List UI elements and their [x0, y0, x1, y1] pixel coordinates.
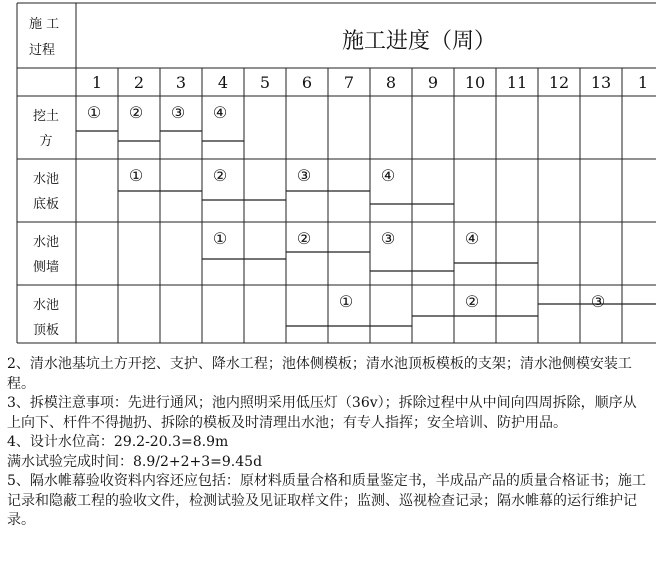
step-mark: ① [128, 166, 144, 185]
week-number: 9 [427, 73, 439, 92]
row-label-line1: 挖土 [32, 109, 60, 124]
row-label-line1: 水池 [32, 298, 60, 313]
week-number: 1 [91, 73, 103, 92]
step-mark: ④ [380, 166, 396, 185]
row-label-line2: 方 [39, 134, 53, 149]
step-mark: ② [212, 166, 228, 185]
week-number: 12 [548, 73, 570, 92]
step-mark: ② [128, 103, 144, 122]
week-number: 7 [343, 73, 355, 92]
step-mark: ③ [590, 292, 606, 311]
step-mark: ① [212, 229, 228, 248]
week-number: 8 [385, 73, 397, 92]
step-mark: ④ [464, 229, 480, 248]
week-number: 2 [133, 73, 145, 92]
step-mark: ③ [170, 103, 186, 122]
note-5: 5、隔水帷幕验收资料内容还应包括：原材料质量合格和质量鉴定书，半成品产品的质量合格证书；施工记录和隐蔽工程的验收文件，检测试验及见证取样文件；监测、巡视检查记录；隔水帷幕的运行维护记录。 [7, 473, 646, 528]
note-4-test-time: 满水试验完成时间：8.9/2+2+3=9.45d [7, 453, 263, 470]
note-3: 3、拆模注意事项：先进行通风；池内照明采用低压灯（36v）；拆除过程中从中间向四周拆除，顺序从上向下、杆件不得抛扔、拆除的模板及时清理出水池；有专人指挥；安全培训、防护用品。 [7, 395, 637, 431]
week-number: 1 [637, 73, 649, 92]
table-title: 施工进度（周） [342, 29, 497, 54]
week-number: 5 [259, 73, 271, 92]
row-label-line2: 侧墙 [32, 260, 60, 275]
week-number: 10 [464, 73, 486, 92]
step-mark: ① [86, 103, 102, 122]
step-mark: ① [338, 292, 354, 311]
week-number: 4 [217, 73, 229, 92]
week-number: 6 [301, 73, 313, 92]
step-mark: ④ [212, 103, 228, 122]
row-label-line1: 水池 [32, 235, 60, 250]
row-label-line2: 底板 [32, 197, 60, 212]
week-number: 13 [590, 73, 612, 92]
step-mark: ② [296, 229, 312, 248]
note-2: 2、清水池基坑土方开挖、支护、降水工程；池体侧模板；清水池顶板模板的支架；清水池侧模安装工程。 [7, 356, 632, 392]
row-label-line1: 水池 [32, 172, 60, 187]
step-marks [87, 103, 605, 311]
row-labels [33, 108, 59, 338]
corner-label-line1: 施 工 [29, 17, 60, 32]
step-mark: ③ [296, 166, 312, 185]
note-4: 4、设计水位高：29.2-20.3=8.9m [7, 434, 229, 450]
corner-label-line2: 过程 [29, 43, 56, 58]
week-number: 3 [175, 73, 187, 92]
step-mark: ② [464, 292, 480, 311]
progress-bars [76, 131, 656, 326]
week-number: 11 [506, 73, 528, 92]
row-label-line2: 顶板 [32, 323, 60, 338]
notes-text [7, 355, 647, 531]
table-grid [17, 3, 656, 343]
step-mark: ③ [380, 229, 396, 248]
